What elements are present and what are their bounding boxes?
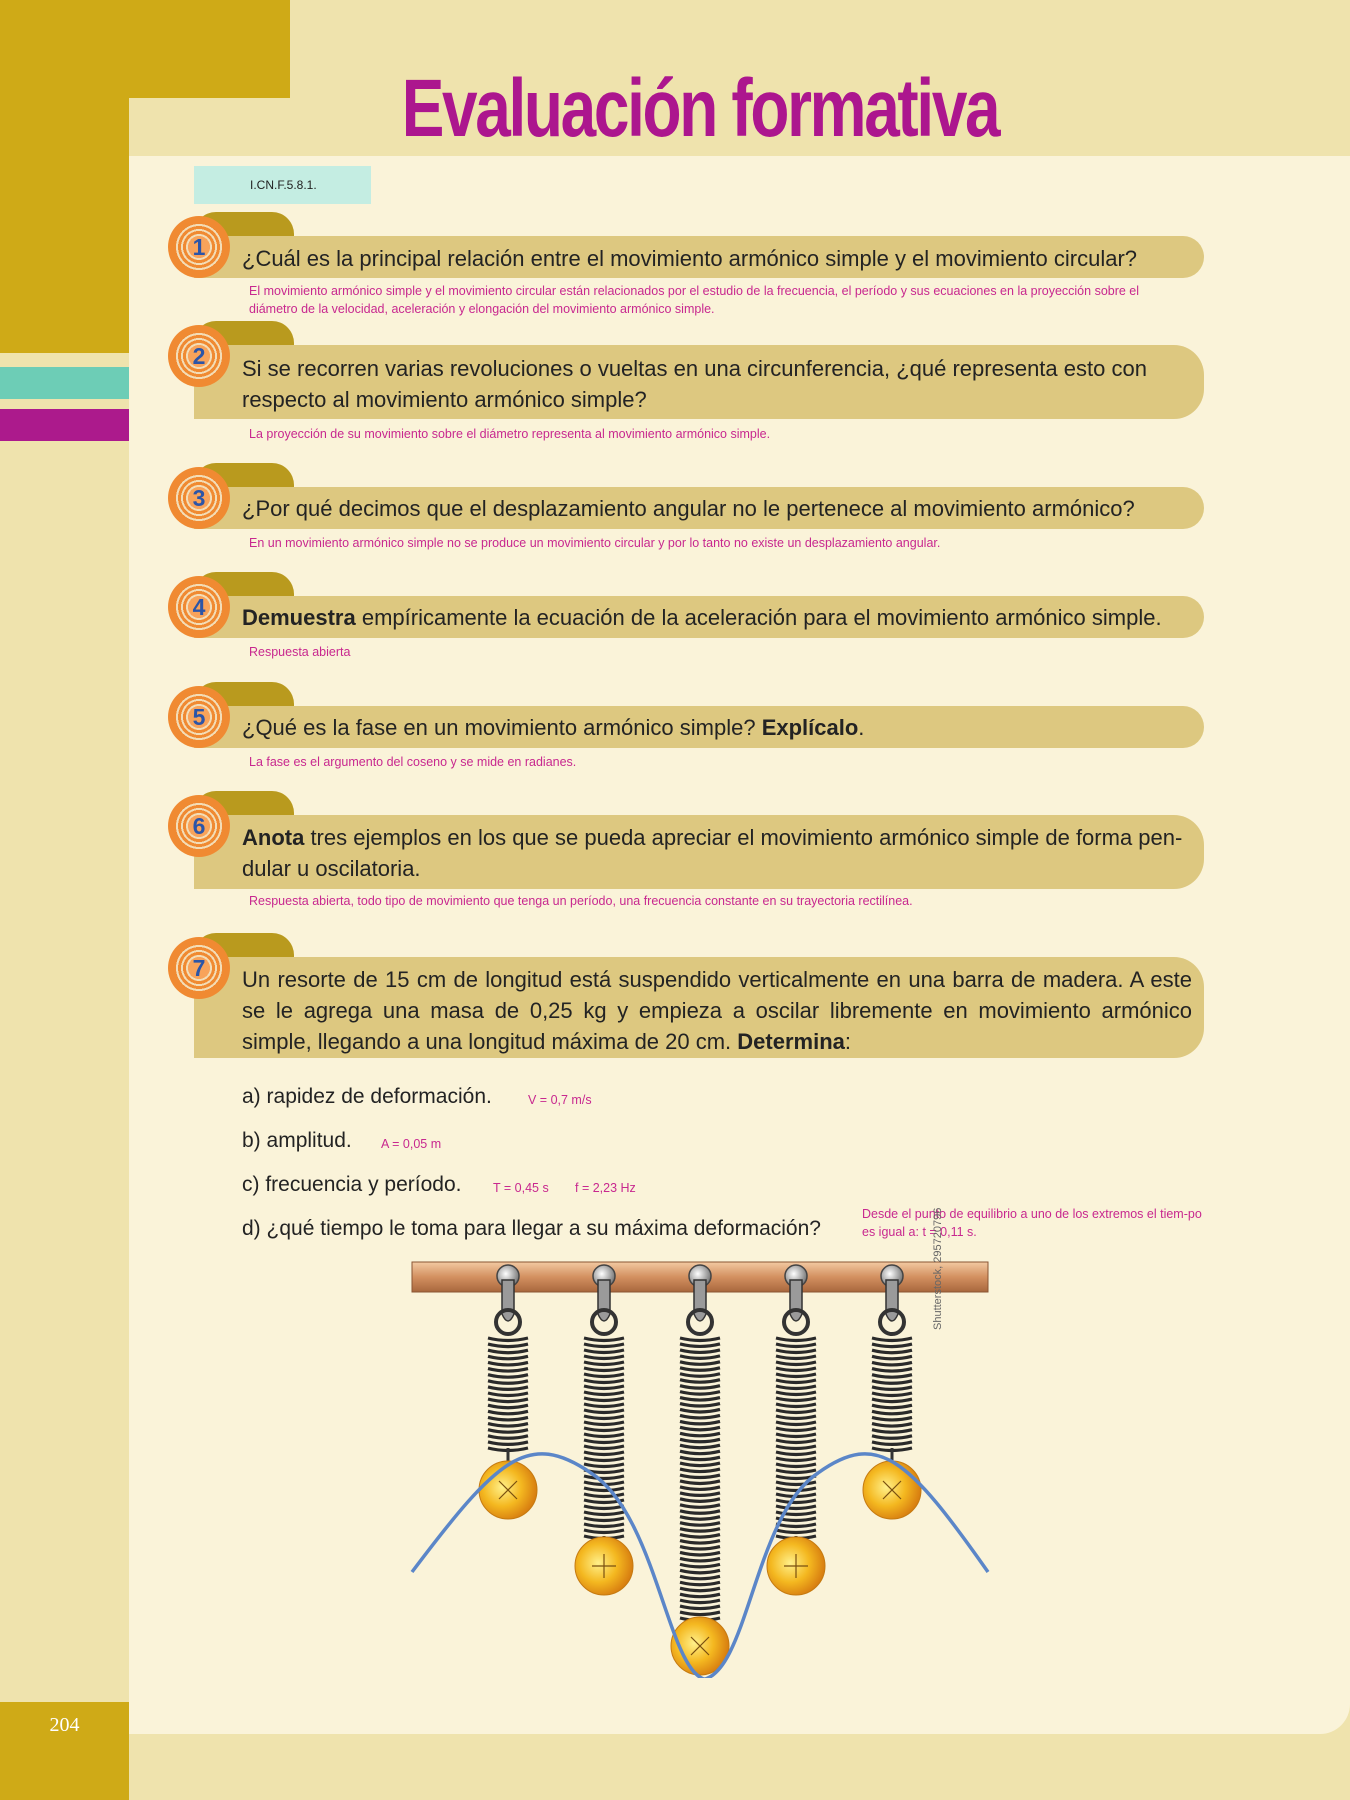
question-answer: Respuesta abierta	[249, 645, 351, 659]
subquestion-d: d) ¿qué tiempo le toma para llegar a su máxima deformación?	[242, 1217, 821, 1240]
question-text: Si se recorren varias revoluciones o vueltas en una circunferencia, ¿qué representa esto con respecto al movimiento armónico simple?	[242, 356, 1147, 412]
question-number-badge	[168, 795, 230, 857]
question-number: 7	[192, 955, 206, 981]
question-number: 4	[192, 594, 206, 620]
photo-credit: Shutterstock, 295720796	[932, 1207, 944, 1330]
bold-keyword: Demuestra	[242, 605, 356, 630]
question-answer: La fase es el argumento del coseno y se mide en radianes.	[249, 755, 577, 769]
question-number: 3	[192, 485, 206, 511]
question-number: 2	[192, 343, 206, 369]
question-text: Anota tres ejemplos en los que se pueda apreciar el movimiento armónico simple de forma pen-dular u oscilatoria.	[242, 825, 1183, 881]
subquestion-a-answer: V = 0,7 m/s	[528, 1093, 592, 1107]
question-text: Un resorte de 15 cm de longitud está suspendido verticalmente en una barra de madera. A este se le agrega una masa de 0,25 kg y empieza a oscilar libremente en movimiento armónico simple, llegando a una longitud máxima de 20 cm. Determina:	[242, 967, 1192, 1054]
question-answer: En un movimiento armónico simple no se produce un movimiento circular y por lo tanto no existe un desplazamiento angular.	[249, 536, 941, 550]
subquestion-a: a) rapidez de deformación.	[242, 1085, 492, 1108]
bold-keyword: Anota	[242, 825, 305, 850]
question-number: 6	[192, 813, 206, 839]
page-number: 204	[49, 1714, 80, 1736]
spring-coil	[776, 1338, 816, 1539]
page-title: Evaluación formativa	[401, 63, 999, 154]
question-text: ¿Por qué decimos que el desplazamiento angular no le pertenece al movimiento armónico?	[242, 496, 1135, 521]
sine-wave-2	[700, 1454, 988, 1678]
subquestion-c-answer-2: f = 2,23 Hz	[575, 1181, 636, 1195]
question-text: ¿Qué es la fase en un movimiento armónico simple? Explícalo.	[242, 715, 865, 740]
subquestion-c-answer-1: T = 0,45 s	[493, 1181, 549, 1195]
question-answer: La proyección de su movimiento sobre el diámetro representa al movimiento armónico simple.	[249, 427, 771, 441]
spring-coil	[584, 1338, 624, 1539]
question-text: ¿Cuál es la principal relación entre el movimiento armónico simple y el movimiento circular?	[242, 246, 1138, 271]
bold-keyword: Explícalo	[761, 715, 859, 740]
subquestion-d-answer: Desde el punto de equilibrio a uno de los extremos el tiem-po es igual a: t = 0,11 s.	[862, 1207, 1202, 1239]
spring-oscillation-illustration	[408, 1258, 992, 1678]
question-number-badge	[168, 937, 230, 999]
spring-coil	[872, 1338, 912, 1451]
question-answer: El movimiento armónico simple y el movimiento circular están relacionados por el estudio de la frecuencia, el período y sus ecuaciones en la proyección sobre el diámetro de la velocidad, aceleración y elongación del movimiento armónico simple.	[249, 284, 1140, 316]
question-number-badge	[168, 576, 230, 638]
left-decoration	[0, 98, 129, 353]
subquestion-b-answer: A = 0,05 m	[381, 1137, 442, 1151]
question-number: 5	[192, 704, 206, 730]
question-number-badge	[168, 686, 230, 748]
subquestion-b: b) amplitud.	[242, 1129, 352, 1152]
spring-hook	[502, 1280, 514, 1321]
magenta-stripe	[0, 409, 129, 441]
sine-wave	[412, 1454, 708, 1678]
spring-hook	[790, 1280, 802, 1321]
question-answer: Respuesta abierta, todo tipo de movimiento que tenga un período, una frecuencia constante en su trayectoria rectilínea.	[249, 894, 913, 908]
indicator-code: I.CN.F.5.8.1.	[194, 166, 371, 204]
bold-keyword: Determina	[737, 1029, 845, 1054]
corner-decoration	[0, 0, 290, 98]
question-text: Demuestra empíricamente la ecuación de la aceleración para el movimiento armónico simple.	[242, 605, 1162, 630]
question-number-badge	[168, 325, 230, 387]
subquestion-c: c) frecuencia y período.	[242, 1173, 462, 1196]
spring-hook	[886, 1280, 898, 1321]
spring-coil	[680, 1338, 720, 1621]
teal-stripe	[0, 367, 129, 399]
question-number-badge	[168, 467, 230, 529]
spring-hook	[598, 1280, 610, 1321]
spring-hook	[694, 1280, 706, 1321]
springs-group	[479, 1265, 921, 1675]
question-number: 1	[192, 234, 206, 260]
question-number-badge	[168, 216, 230, 278]
spring-coil	[488, 1338, 528, 1451]
